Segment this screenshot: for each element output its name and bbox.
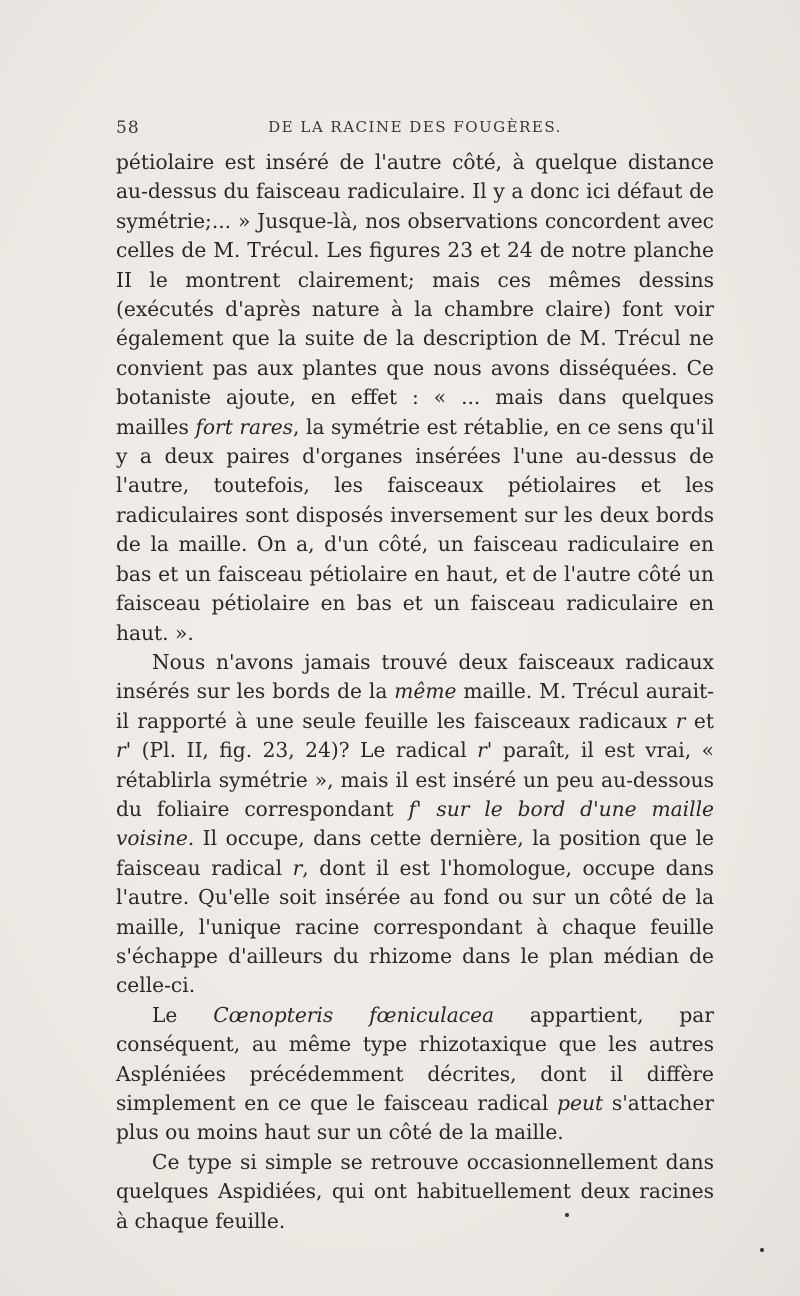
paragraph-4 [116,1148,714,1236]
paragraph-1 [116,148,714,648]
paragraph-2-text-a: Nous n'avons jamais trouvé deux faisceaux radicaux insérés sur les bords de la [116,649,714,704]
paragraph-2-text-f: Il occupe, dans cette dernière, la position que le faisceau radical [116,826,714,880]
paragraph-2-italic-3: r' [116,738,132,763]
paragraph-2-italic-6: r [292,855,303,880]
paragraph-2-text-b: maille. M. Trécul aurait-il rapporté à une seule feuille les faisceaux radicaux [116,679,715,733]
paragraph-3-italic-2: peut [557,1091,604,1115]
paragraph-2-text-c: et [685,708,714,733]
paragraph-2-italic-2: r [675,708,686,733]
paragraph-3-text-b: appartient, par conséquent, au même type rhizotaxique que les autres Aspléniées précédemment décrites, dont il diffère simplement en ce que le faisceau radical [116,1002,714,1115]
page-number: 58 [116,118,140,138]
paragraph-2-text-e: paraît, il est vrai, « rétablirla symétrie », mais il est inséré un peu au-dessous du foliaire correspondant [116,738,714,821]
running-title: DE LA RACINE DES FOUGÈRES. [268,118,562,136]
paragraph-3 [116,1001,714,1148]
paragraph-1-text: pétiolaire est inséré de l'autre côté, à quelque distance au-dessus du faisceau radiculaire. Il y a donc ici défaut de symétrie;... » Jusque-là, nos observations concordent avec celles de M. Trécul. Les figures 23 et 24 de notre planche II le montrent clairement; mais ces mêmes dessins (exécutés d'après nature à la chambre claire) font voir également que la suite de la description de M. Trécul ne convient pas aux plantes que nous avons disséquées. Ce botaniste ajoute, en effet : « ... mais dans quelques mailles [116,150,714,439]
paragraph-2-text-g: , dont il est l'homologue, occupe dans l'autre. Qu'elle soit insérée au fond ou sur un côté de la maille, l'unique racine correspondant à chaque feuille s'échappe d'ailleurs du rhizome dans le plan médian de celle-ci. [116,855,715,998]
print-speck [565,1213,569,1217]
paragraph-4-text: Ce type si simple se retrouve occasionnellement dans quelques Aspidiées, qui ont habituellement deux racines à chaque feuille. [116,1149,714,1233]
paragraph-3-text-a: Le [152,1002,214,1027]
paragraph-2 [116,648,714,1001]
running-head [116,118,714,140]
body-text [116,148,714,1236]
paragraph-2-italic-4: r' [477,738,493,763]
paragraph-1-end: , la symétrie est rétablie, en ce sens qu'il y a deux paires d'organes insérées l'une au-dessus de l'autre, toutefois, les faisceaux pétiolaires et les radiculaires sont disposés inversement sur les deux bords de la maille. On a, d'un côté, un faisceau radiculaire en bas et un faisceau pétiolaire en haut, et de l'autre côté un faisceau pétiolaire en bas et un faisceau radiculaire en haut. ». [116,414,715,645]
paragraph-1-italic: fort rares [195,414,294,439]
print-speck [760,1248,764,1252]
paragraph-2-italic-5: f' sur le bord d'une maille voisine. [116,796,714,851]
paragraph-2-text-d: (Pl. II, fig. 23, 24)? Le radical [131,738,478,763]
paragraph-3-text-c: s'attacher plus ou moins haut sur un côté de la maille. [116,1091,714,1145]
paragraph-3-italic-1: Cœnopteris fœniculacea [213,1002,495,1027]
paragraph-2-italic-1: même [394,679,457,704]
